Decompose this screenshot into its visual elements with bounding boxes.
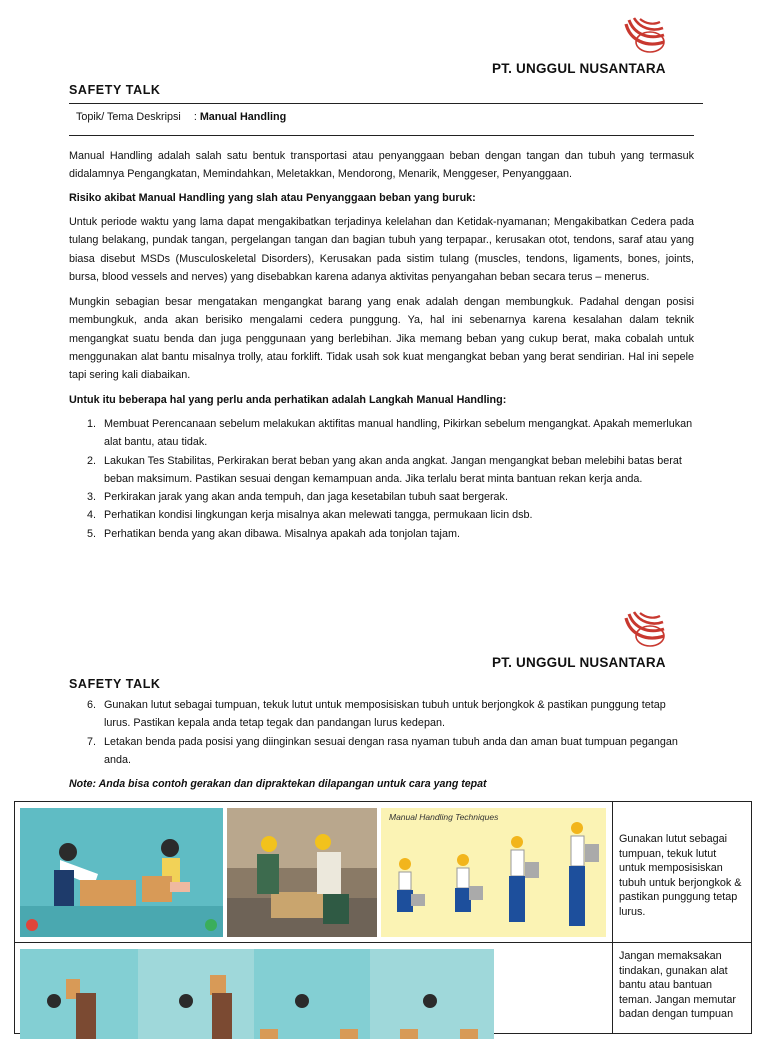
image-cell <box>15 943 613 1034</box>
illustration-table <box>14 801 752 1034</box>
bend-paragraph: Mungkin sebagian besar mengatakan mengangkat barang yang enak adalah dengan membungkuk. Padahal dengan posisi membungkuk, anda akan berisiko mengalami cedera punggung. Ya, hal ini sebenarnya karena kesalahan dalam teknik mengangkat suatu benda dan juga penggunaan yang berlebihan. Jika memang beban yang cukup berat, maka cobalah untuk menggunakan alat bantu misalnya trolly, atau forklift. Tidak usah sok kuat mengangkat beban yang berat sendirian. Hal ini sepele tapi sering kali diabaikan. <box>69 296 694 382</box>
image-cell <box>15 802 613 943</box>
list-item: 1. Membuat Perencanaan sebelum melakukan aktifitas manual handling, Pikirkan sebelum mengangkat. Apakah memerlukan alat bantu, atau tidak. <box>87 418 693 449</box>
manual-handling-techniques-diagram <box>381 808 606 937</box>
worker-figure-2 <box>455 854 483 912</box>
caption-cell <box>613 802 752 943</box>
worker-figure-1 <box>397 858 425 912</box>
steps-list-page1 <box>69 415 694 543</box>
steps-list-page2 <box>69 696 694 769</box>
steps-heading: Untuk itu beberapa hal yang perlu anda perhatikan adalah Langkah Manual Handling: <box>69 394 507 406</box>
warehouse-photo <box>227 808 377 937</box>
note-text: Note: Anda bisa contoh gerakan dan dipraktekan dilapangan untuk cara yang tepat <box>69 778 487 790</box>
list-item: 3. Perkirakan jarak yang akan anda tempuh, dan jaga kesetabilan tubuh saat bergerak. <box>87 491 508 504</box>
safety-talk-title: SAFETY TALK <box>69 83 161 97</box>
header-divider <box>69 103 703 104</box>
list-item: 5. Perhatikan benda yang akan dibawa. Misalnya apakah ada tonjolan tajam. <box>87 527 460 540</box>
list-item: 7. Letakan benda pada posisi yang diinginkan sesuai dengan rasa nyaman tubuh anda dan aman buat tumpuan pegangan anda. <box>87 735 678 766</box>
worker-figure-4 <box>569 822 599 926</box>
caption-cell <box>613 943 752 1034</box>
list-item: 6. Gunakan lutut sebagai tumpuan, tekuk lutut untuk memposisiskan tubuh untuk berjongkok & pastikan punggung tetap lurus. Pastikan kepala anda tetap tegak dan pandangan lurus kedepan. <box>87 699 666 730</box>
topic-row <box>76 111 286 123</box>
topic-label: Topik/ Tema Deskripsi <box>76 111 181 123</box>
diagram-label: Manual Handling Techniques <box>389 812 499 822</box>
list-item: 4. Perhatikan kondisi lingkungan kerja misalnya akan melewati tangga, permukaan licin dsb. <box>87 509 533 522</box>
row-caption: Jangan memaksakan tindakan, gunakan alat bantu atau bantuan teman. Jangan memutar badan dengan tumpuan <box>619 950 737 1020</box>
assistance-illustration <box>20 949 494 1039</box>
company-name: PT. UNGGUL NUSANTARA <box>492 655 666 670</box>
topic-separator: : <box>193 111 197 123</box>
list-item: 2. Lakukan Tes Stabilitas, Perkirakan berat beban yang akan anda angkat. Jangan mengangkat beban melebihi batas berat beban maksimum. Pastikan sesuai dengan kemampuan anda. Jika terlalu berat minta bantuan rekan kerja anda. <box>87 454 682 485</box>
row-caption: Gunakan lutut sebagai tumpuan, tekuk lutut untuk memposisiskan tubuh untuk berjongkok & pastikan punggung tetap lurus. <box>619 833 742 918</box>
intro-paragraph: Manual Handling adalah salah satu bentuk transportasi atau penyanggaan beban dengan tangan dan tubuh yang termasuk didalamnya Pengangkatan, Memindahkan, Meletakkan, Mendorong, Menarik, Menggeser, Penyanggaan. <box>69 150 694 181</box>
safety-talk-title: SAFETY TALK <box>69 677 161 691</box>
risk-heading: Risiko akibat Manual Handling yang slah atau Penyanggaan beban yang buruk: <box>69 192 476 204</box>
company-logo-icon <box>620 16 668 56</box>
topic-value: Manual Handling <box>199 111 287 123</box>
worker-figure-3 <box>509 836 539 922</box>
table-row <box>15 943 752 1034</box>
risk-paragraph: Untuk periode waktu yang lama dapat mengakibatkan terjadinya kelelahan dan Ketidak-nyamanan; Mengakibatkan Cedera pada tulang belakang, pundak tangan, pergelangan tangan dan bagian tubuh yang terpapar., kerusakan otot, tendons, saraf atau yang biasa disebut MSDs (Musculoskeletal Disorders), Kerusakan pada sistim tulang (muscles, tendons, ligaments, bones, joints, bursa, blood vessels and nerves) yang disebabkan karena adanya aktivitas penyangahan beban secara terus – menerus. <box>69 216 694 283</box>
topic-divider <box>69 135 694 136</box>
company-name: PT. UNGGUL NUSANTARA <box>492 61 666 76</box>
table-row <box>15 802 752 943</box>
company-logo-icon <box>620 610 668 650</box>
lifting-comparison-illustration <box>20 808 223 937</box>
